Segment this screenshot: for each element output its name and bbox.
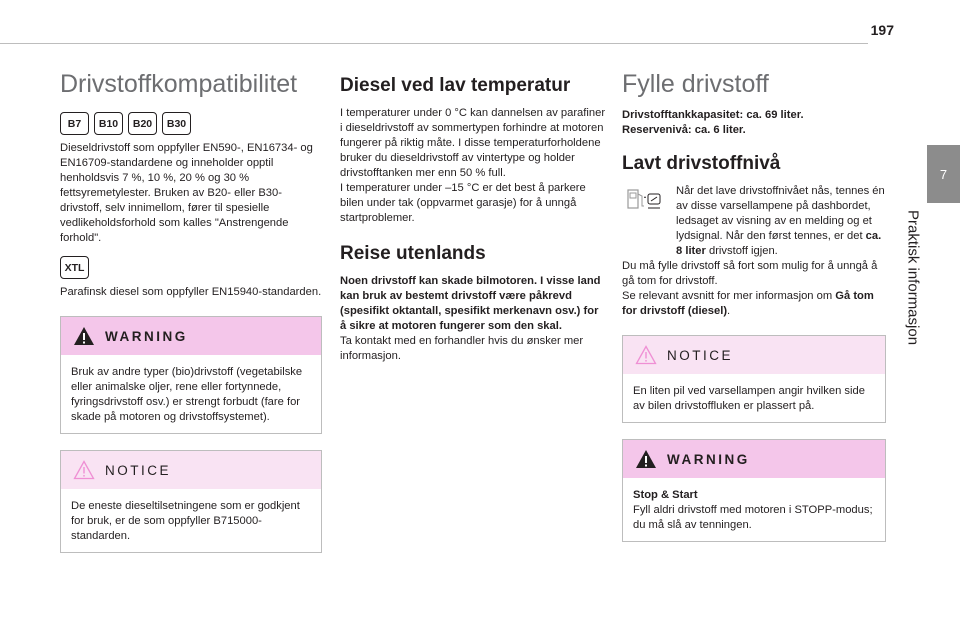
badge-b30-icon: B30 — [162, 112, 191, 135]
xtl-paragraph: Parafinsk diesel som oppfyller EN15940-standarden. — [60, 286, 322, 298]
badge-b7-icon: B7 — [60, 112, 89, 135]
low-fuel-liters: ca. 8 liter — [676, 230, 882, 257]
travel-bold-paragraph: Noen drivstoff kan skade bilmotoren. I visse land kan bruk av bestemt drivstoff være påkrevd (spesifikt oktantall, spesifikt merkenavn osv.) for å sikre at motoren fungerer som den skal. — [340, 275, 601, 332]
heading-low-fuel: Lavt drivstoffnivå — [622, 153, 781, 174]
chapter-title: Praktisk informasjon — [904, 210, 922, 346]
low-fuel-row — [622, 184, 886, 259]
warning-label: WARNING — [105, 328, 188, 344]
xtl-badges — [60, 256, 322, 279]
notice-text: De eneste dieseltilsetningene som er godkjent for bruk, er de som oppfyller B715000-standarden. — [71, 500, 300, 542]
see-also-link[interactable]: Gå tom for drivstoff (diesel) — [622, 290, 874, 317]
badge-b10-icon: B10 — [94, 112, 123, 135]
notice-text-fuel: En liten pil ved varsellampen angir hvilken side av bilen drivstoffluken er plassert på. — [633, 385, 865, 412]
warning-triangle-icon — [635, 449, 657, 469]
tank-capacity: Drivstofftankkapasitet: ca. 69 liter. — [622, 109, 804, 121]
column-refuelling — [622, 70, 886, 542]
see-also-text: Se relevant avsnitt for mer informasjon om — [622, 290, 833, 302]
badge-xtl-icon: XTL — [60, 256, 89, 279]
travel-paragraph: Ta kontakt med en forhandler hvis du ønsker mer informasjon. — [340, 335, 584, 362]
section-title-refuelling: Fylle drivstoff — [622, 70, 769, 98]
low-temp-paragraph-2: I temperaturer under –15 °C er det best å parkere bilen under tak (oppvarmet garasje) for å unngå startproblemer. — [340, 182, 586, 224]
notice-triangle-icon — [635, 345, 657, 365]
biodiesel-paragraph: Dieseldrivstoff som oppfyller EN590-, EN16734- og EN16709-standardene og inneholder opptil henholdsvis 7 %, 10 %, 20 % og 30 % fettsyremetylester. Bruken av B20- eller B30-drivstoff, selv innimellom, fører til spesielle vedlikeholdsforhold som kalles "Anstrengende forhold". — [60, 142, 313, 244]
warning-header-stop-start — [623, 440, 885, 478]
heading-travel-abroad: Reise utenlands — [340, 243, 486, 264]
warning-header — [61, 317, 321, 355]
warning-text: Bruk av andre typer (bio)drivstoff (vegetabilske eller animalske oljer, rene eller fortynnede, fyringsdrivstoff osv.) er strengt forbudt (fare for skade på motoren og drivstoffsystemet). — [71, 366, 303, 423]
see-also-end: . — [727, 305, 731, 317]
column-diesel — [340, 74, 606, 364]
low-fuel-text: Når det lave drivstoffnivået nås, tennes én av disse varsellampene på dashbordet, ledsaget av visning av en melding og et lydsignal. Når den først tennes, er det — [676, 185, 885, 242]
low-fuel-text-end: drivstoff igjen. — [708, 245, 778, 257]
warning-box — [60, 316, 322, 434]
low-fuel-intro — [676, 184, 886, 259]
header-rule — [0, 43, 868, 44]
warning-box-stop-start — [622, 439, 886, 542]
page-number: 197 — [870, 22, 894, 38]
stop-start-title: Stop & Start — [633, 489, 698, 501]
warning-triangle-icon — [73, 326, 95, 346]
notice-label: NOTICE — [105, 462, 172, 478]
notice-box — [60, 450, 322, 553]
stop-start-text: Fyll aldri drivstoff med motoren i STOPP-modus; du må slå av tenningen. — [633, 504, 873, 531]
reserve-level: Reservenivå: ca. 6 liter. — [622, 124, 746, 136]
chapter-tab: 7 — [927, 145, 960, 203]
notice-label: NOTICE — [667, 347, 734, 363]
fuel-pump-warning-icon — [622, 184, 666, 216]
badge-b20-icon: B20 — [128, 112, 157, 135]
column-fuel-compatibility — [60, 70, 322, 553]
refuel-soon-paragraph: Du må fylle drivstoff så fort som mulig for å unngå å gå tom for drivstoff. — [622, 260, 878, 287]
notice-header — [61, 451, 321, 489]
notice-header-fuel — [623, 336, 885, 374]
low-temp-paragraph-1: I temperaturer under 0 °C kan dannelsen av parafiner i dieseldrivstoff av sommertypen forhindre at motoren fungerer på riktig måte. I disse temperaturforholdene bruker du dieseldrivstoff av vintertype og holder drivstofftanken mer enn 50 % full. — [340, 107, 606, 179]
section-title-fuel-compatibility: Drivstoffkompatibilitet — [60, 70, 298, 98]
heading-low-temperature: Diesel ved lav temperatur — [340, 75, 571, 96]
biodiesel-badges — [60, 112, 322, 135]
warning-label: WARNING — [667, 451, 750, 467]
notice-box-fuel — [622, 335, 886, 423]
see-also-paragraph — [622, 289, 886, 319]
notice-triangle-icon — [73, 460, 95, 480]
